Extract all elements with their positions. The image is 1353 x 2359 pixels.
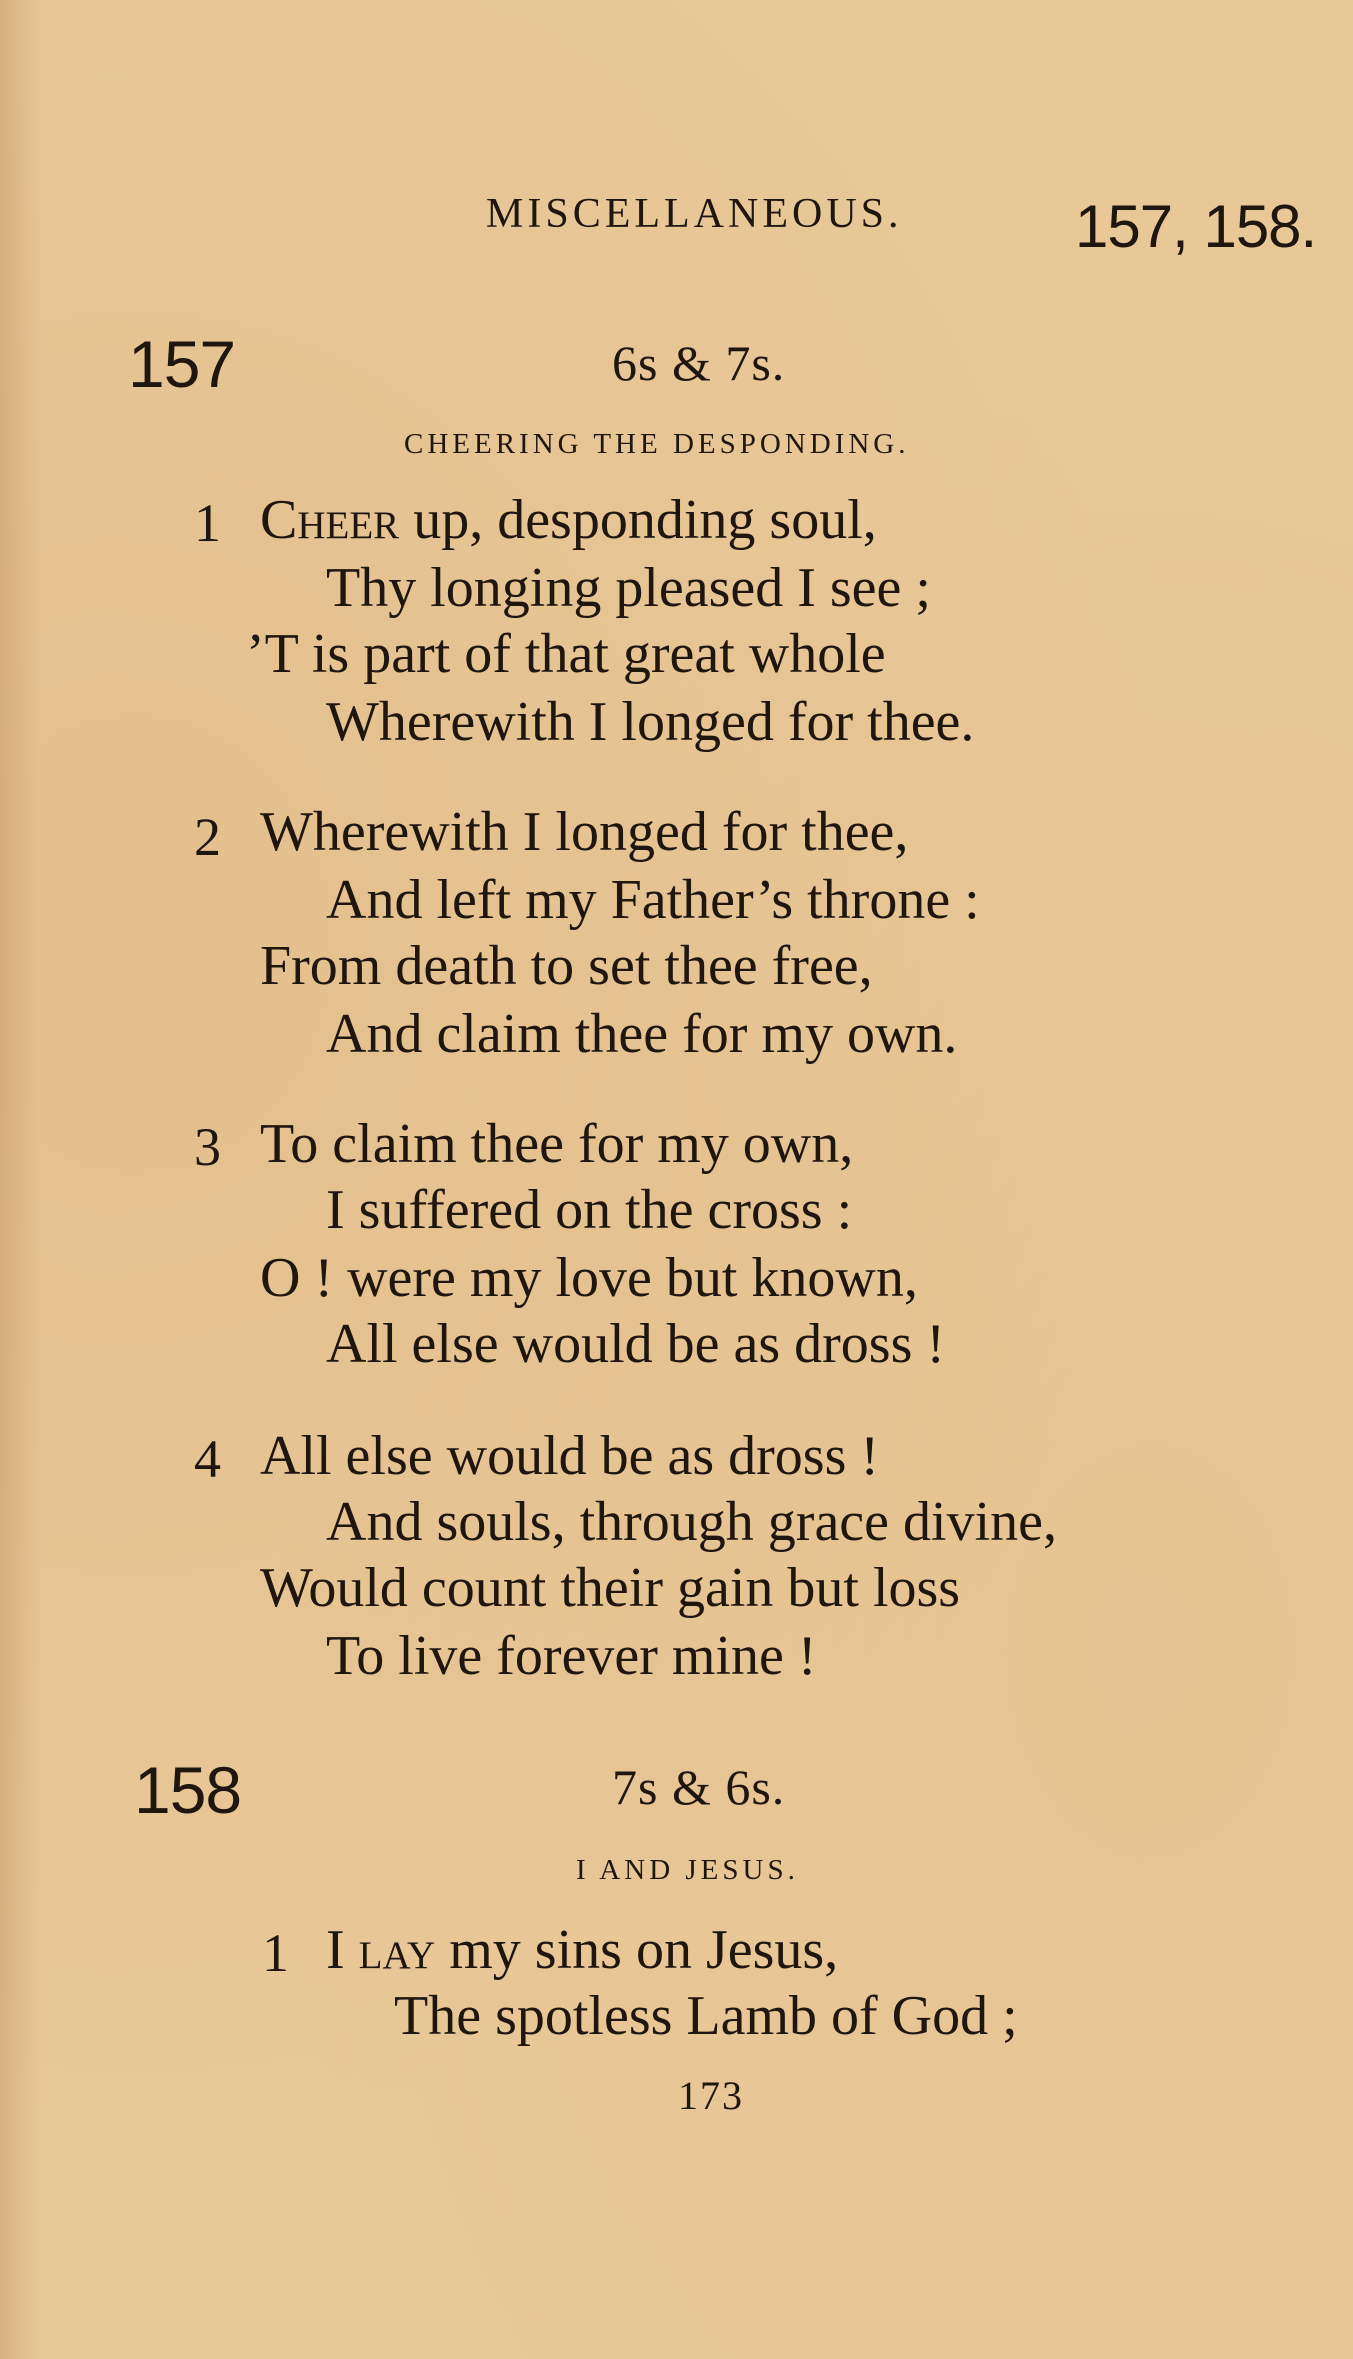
verse-line: To live forever mine ! [326, 1625, 817, 1687]
verse-line: And claim thee for my own. [326, 1003, 958, 1065]
verse-line: All else would be as dross ! [326, 1313, 946, 1375]
running-head-hymn-range: 157, 158. [1075, 193, 1317, 260]
verse-line: I suffered on the cross : [326, 1179, 853, 1241]
verse-line: All else would be as dross ! [260, 1425, 880, 1487]
verse-line: Thy longing pleased I see ; [326, 557, 931, 619]
verse-line: Wherewith I longed for thee, [260, 801, 909, 863]
hymn-158-title: I AND JESUS. [576, 1854, 799, 1886]
verse-line: The spotless Lamb of God ; [394, 1985, 1018, 2047]
hymn-157-number: 157 [128, 327, 236, 401]
stanza-number: 2 [194, 807, 221, 867]
verse-line-rest: my sins on Jesus, [435, 1919, 839, 1981]
verse-line: And left my Father’s throne : [326, 869, 980, 931]
stanza-number: 1 [194, 493, 221, 553]
verse-line: Would count their gain but loss [260, 1557, 961, 1619]
stanza-number: 4 [194, 1429, 221, 1489]
verse-line: From death to set thee free, [260, 935, 873, 997]
running-head-section: MISCELLANEOUS. [486, 191, 903, 237]
page-number: 173 [678, 2073, 744, 2118]
hymn-157-meter: 6s & 7s. [612, 335, 786, 391]
stanza-number: 3 [194, 1117, 221, 1177]
verse-line [326, 1918, 838, 1982]
verse-line [260, 488, 877, 552]
drop-cap-word: I lay [326, 1919, 436, 1981]
verse-line-rest: up, desponding soul, [399, 489, 877, 551]
stanza-number: 1 [262, 1923, 289, 1983]
verse-line: ’T is part of that great whole [246, 623, 886, 685]
drop-cap-word: Cheer [260, 489, 400, 551]
verse-line: To claim thee for my own, [260, 1113, 854, 1175]
verse-line: O ! were my love but known, [260, 1247, 918, 1309]
hymn-157-title: CHEERING THE DESPONDING. [404, 428, 910, 460]
verse-line: And souls, through grace divine, [326, 1491, 1057, 1553]
hymn-158-number: 158 [134, 1753, 242, 1827]
verse-line: Wherewith I longed for thee. [326, 691, 975, 753]
hymn-158-meter: 7s & 6s. [612, 1759, 786, 1815]
